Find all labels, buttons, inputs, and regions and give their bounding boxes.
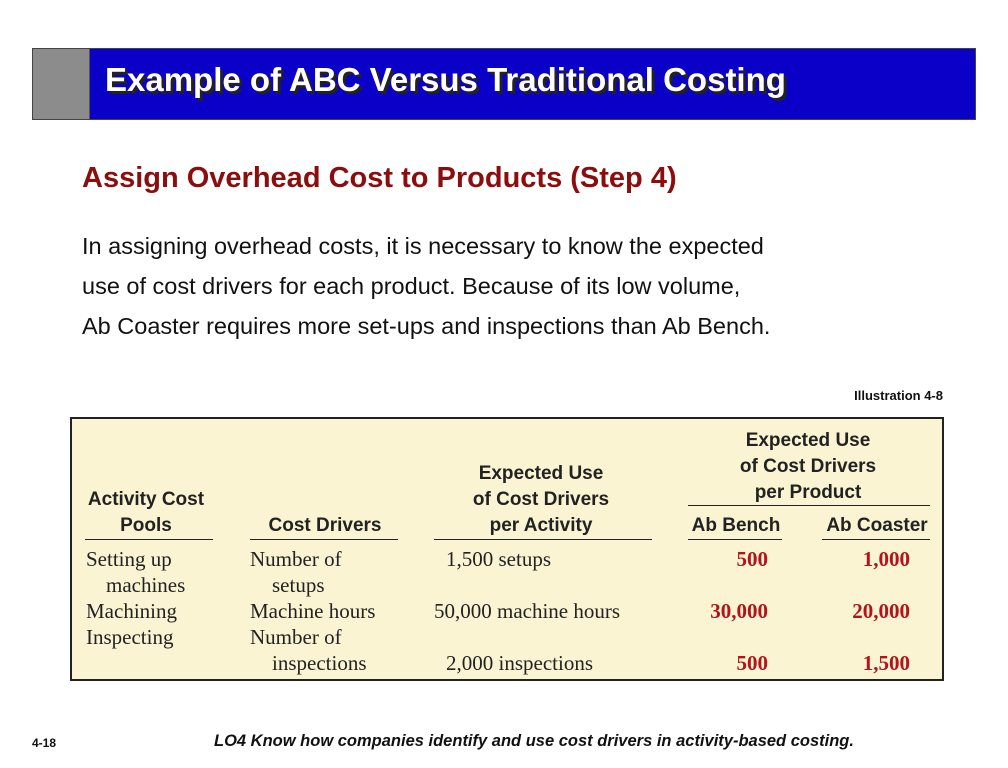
header-line: Expected Use [478,463,604,484]
header-ab-bench: Ab Bench [691,515,781,536]
body-line: Ab Coaster requires more set-ups and inspections than Ab Bench. [82,313,771,339]
cell-ab-bench: 500 [736,651,768,675]
slide-title: Example of ABC Versus Traditional Costing [105,61,786,98]
header-line: per Activity [489,515,593,536]
body-line: In assigning overhead costs, it is necessary to know the expected [82,233,764,259]
header-line: per Product [754,482,862,503]
cell-driver: Machine hours [250,599,376,623]
header-activity-cost-pools [78,487,214,539]
header-expected-use-per-product [688,428,928,506]
body-line: use of cost drivers for each product. Because of its low volume, [82,273,741,299]
cell-ab-coaster: 1,500 [862,651,910,675]
cell-pool: Setting up [86,547,172,571]
title-accent-block [33,49,90,119]
cell-pool: machines [106,573,186,597]
header-line: of Cost Drivers [472,489,610,510]
cell-ab-bench: 30,000 [710,599,768,623]
cell-pool: Machining [86,599,177,623]
body-paragraph [82,226,962,346]
header-rule [688,505,930,506]
cost-driver-table [70,417,944,681]
header-rule [250,539,398,540]
cell-driver: setups [272,573,325,597]
header-rule [434,539,652,540]
page-number: 4-18 [32,736,57,750]
header-ab-coaster: Ab Coaster [826,515,928,536]
cell-per-activity: 2,000 inspections [446,651,593,675]
cell-per-activity: 1,500 setups [446,547,551,571]
cell-ab-coaster: 1,000 [862,547,910,571]
header-rule [688,539,782,540]
cell-ab-coaster: 20,000 [852,599,910,623]
header-line: Pools [120,515,172,536]
header-line: Expected Use [745,430,871,451]
cell-driver: inspections [272,651,367,675]
title-bar [32,48,976,120]
learning-objective: LO4 Know how companies identify and use cost drivers in activity-based costing. [214,732,854,750]
cell-pool: Inspecting [86,625,174,649]
cell-driver: Number of [250,547,342,571]
cell-driver: Number of [250,625,342,649]
header-expected-use-per-activity [432,461,650,539]
header-cost-drivers: Cost Drivers [268,515,382,536]
header-rule [822,539,930,540]
header-rule [85,539,213,540]
header-line: of Cost Drivers [739,456,877,477]
cell-ab-bench: 500 [736,547,768,571]
slide-subtitle: Assign Overhead Cost to Products (Step 4) [82,162,677,194]
header-line: Activity Cost [87,489,205,510]
cell-per-activity: 50,000 machine hours [434,599,621,623]
illustration-label: Illustration 4-8 [854,388,943,403]
